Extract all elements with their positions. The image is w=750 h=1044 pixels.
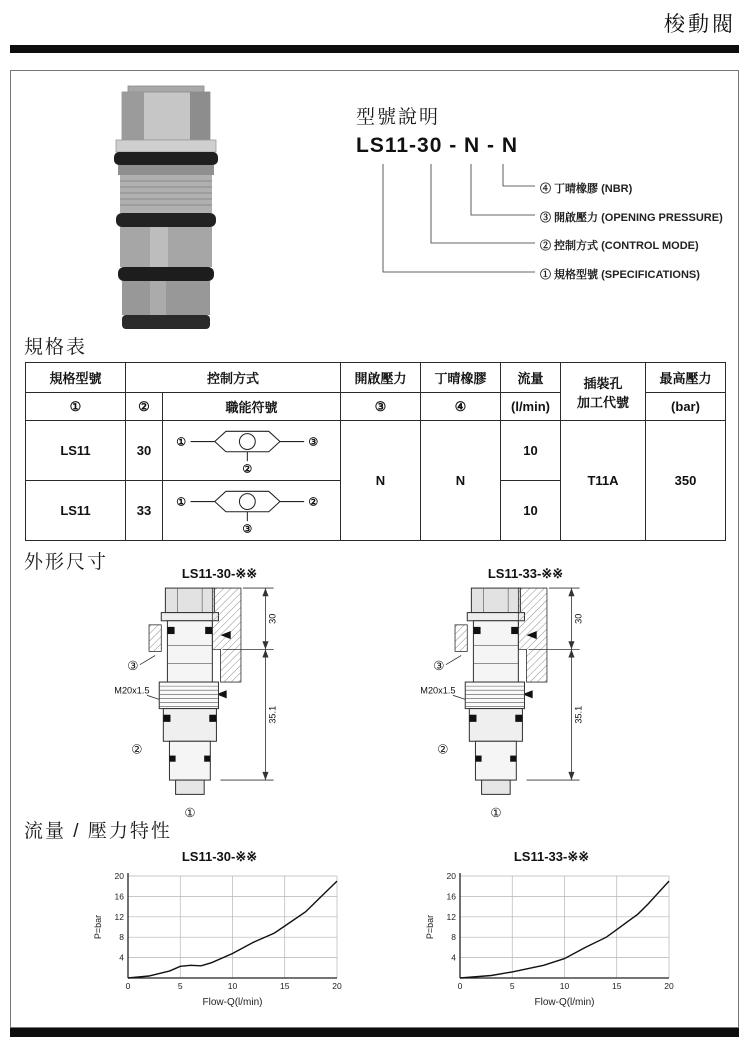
cell-model-33: LS11 bbox=[26, 481, 126, 541]
callout-number-1: ① bbox=[490, 805, 502, 820]
drawing-title-33: LS11-33-※※ bbox=[487, 566, 564, 581]
callout-number-2: ② bbox=[131, 742, 143, 757]
page-title: 梭動閥 bbox=[664, 13, 736, 36]
callout-nbr: ④ 丁晴橡膠 (NBR) bbox=[540, 183, 633, 195]
svg-text:20: 20 bbox=[446, 871, 456, 881]
svg-text:8: 8 bbox=[451, 932, 456, 943]
col-header-cavity-line2: 加工代號 bbox=[576, 394, 629, 410]
callout-number-3: ③ bbox=[127, 658, 139, 673]
callout-specifications: ① 規格型號 (SPECIFICATIONS) bbox=[540, 269, 700, 281]
callout-lines bbox=[357, 164, 535, 280]
svg-text:4: 4 bbox=[119, 952, 124, 963]
cell-symbol-30 bbox=[163, 421, 341, 481]
col-subheader-maxp-unit: (bar) bbox=[646, 393, 726, 421]
flow-pressure-chart-30 bbox=[92, 866, 347, 1008]
svg-text:P=bar: P=bar bbox=[93, 914, 103, 940]
model-code: LS11-30 - N - N bbox=[356, 134, 519, 157]
symbol-port-bottom: ② bbox=[241, 463, 252, 476]
dimension-drawing-33 bbox=[418, 584, 633, 824]
cell-control-30: 30 bbox=[126, 421, 163, 481]
symbol-port-bottom: ③ bbox=[241, 523, 252, 536]
col-header-cavity bbox=[561, 363, 646, 421]
cell-flow-33: 10 bbox=[501, 481, 561, 541]
shuttle-valve-symbol bbox=[167, 482, 337, 536]
dimension-35-label: 35.1 bbox=[267, 705, 278, 724]
svg-text:15: 15 bbox=[612, 981, 622, 991]
cell-control-33: 33 bbox=[126, 481, 163, 541]
svg-text:5: 5 bbox=[177, 981, 183, 991]
callout-number-3: ③ bbox=[433, 658, 445, 673]
cell-flow-30: 10 bbox=[501, 421, 561, 481]
svg-text:10: 10 bbox=[227, 981, 238, 991]
cell-nbr: N bbox=[421, 421, 501, 541]
col-subheader-model-num: ① bbox=[26, 393, 126, 421]
bottom-rule bbox=[10, 1028, 739, 1037]
dimension-30-label: 30 bbox=[573, 613, 584, 624]
svg-text:16: 16 bbox=[446, 891, 456, 902]
col-subheader-symbol: 職能符號 bbox=[163, 393, 341, 421]
performance-heading: 流量 / 壓力特性 bbox=[24, 821, 172, 842]
symbol-port-left: ① bbox=[175, 496, 186, 509]
svg-text:15: 15 bbox=[280, 981, 290, 991]
callout-control-mode: ② 控制方式 (CONTROL MODE) bbox=[540, 240, 699, 252]
svg-text:20: 20 bbox=[332, 981, 342, 991]
col-header-pressure: 開啟壓力 bbox=[341, 363, 421, 393]
dimension-drawing-30 bbox=[112, 584, 327, 824]
svg-text:Flow-Q(l/min): Flow-Q(l/min) bbox=[202, 997, 263, 1008]
col-header-maxp: 最高壓力 bbox=[646, 363, 726, 393]
svg-text:4: 4 bbox=[451, 952, 456, 963]
dimension-30-label: 30 bbox=[267, 613, 278, 624]
cell-symbol-33 bbox=[163, 481, 341, 541]
svg-text:12: 12 bbox=[114, 911, 124, 922]
col-header-control: 控制方式 bbox=[126, 363, 341, 393]
shuttle-valve-symbol bbox=[167, 422, 337, 476]
col-header-flow: 流量 bbox=[501, 363, 561, 393]
callout-number-2: ② bbox=[437, 742, 449, 757]
col-subheader-nbr-num: ④ bbox=[421, 393, 501, 421]
svg-text:20: 20 bbox=[664, 981, 674, 991]
cell-model-30: LS11 bbox=[26, 421, 126, 481]
svg-text:16: 16 bbox=[114, 891, 124, 902]
model-section-heading: 型號說明 bbox=[356, 107, 441, 128]
svg-text:P=bar: P=bar bbox=[425, 914, 435, 940]
col-header-cavity-line1: 插裝孔 bbox=[583, 375, 623, 391]
cell-opening-pressure: N bbox=[341, 421, 421, 541]
callout-opening-pressure: ③ 開啟壓力 (OPENING PRESSURE) bbox=[540, 212, 723, 224]
callout-number-1: ① bbox=[184, 805, 196, 820]
symbol-port-left: ① bbox=[175, 436, 186, 449]
top-rule bbox=[10, 45, 739, 53]
col-subheader-pressure-num: ③ bbox=[341, 393, 421, 421]
svg-text:10: 10 bbox=[559, 981, 570, 991]
spec-table-heading: 規格表 bbox=[24, 337, 88, 358]
cell-cavity: T11A bbox=[561, 421, 646, 541]
svg-text:8: 8 bbox=[119, 932, 124, 943]
svg-text:5: 5 bbox=[509, 981, 515, 991]
chart-title-33: LS11-33-※※ bbox=[513, 849, 590, 864]
svg-text:0: 0 bbox=[457, 981, 463, 991]
thread-label: M20x1.5 bbox=[420, 685, 456, 696]
flow-pressure-chart-33 bbox=[424, 866, 679, 1008]
col-subheader-control-num: ② bbox=[126, 393, 163, 421]
symbol-port-right: ③ bbox=[307, 436, 318, 449]
symbol-port-right: ② bbox=[307, 496, 318, 509]
dimension-35-label: 35.1 bbox=[573, 705, 584, 724]
dimensions-heading: 外形尺寸 bbox=[24, 552, 109, 573]
cell-max-pressure: 350 bbox=[646, 421, 726, 541]
product-photo bbox=[98, 84, 236, 334]
thread-label: M20x1.5 bbox=[114, 685, 150, 696]
col-subheader-flow-unit: (l/min) bbox=[501, 393, 561, 421]
spec-table bbox=[25, 362, 726, 541]
svg-text:Flow-Q(l/min): Flow-Q(l/min) bbox=[534, 997, 595, 1008]
svg-text:20: 20 bbox=[114, 871, 124, 881]
svg-text:0: 0 bbox=[125, 981, 131, 991]
drawing-title-30: LS11-30-※※ bbox=[181, 566, 258, 581]
svg-text:12: 12 bbox=[446, 911, 456, 922]
chart-title-30: LS11-30-※※ bbox=[181, 849, 258, 864]
col-header-model: 規格型號 bbox=[26, 363, 126, 393]
col-header-nbr: 丁晴橡膠 bbox=[421, 363, 501, 393]
